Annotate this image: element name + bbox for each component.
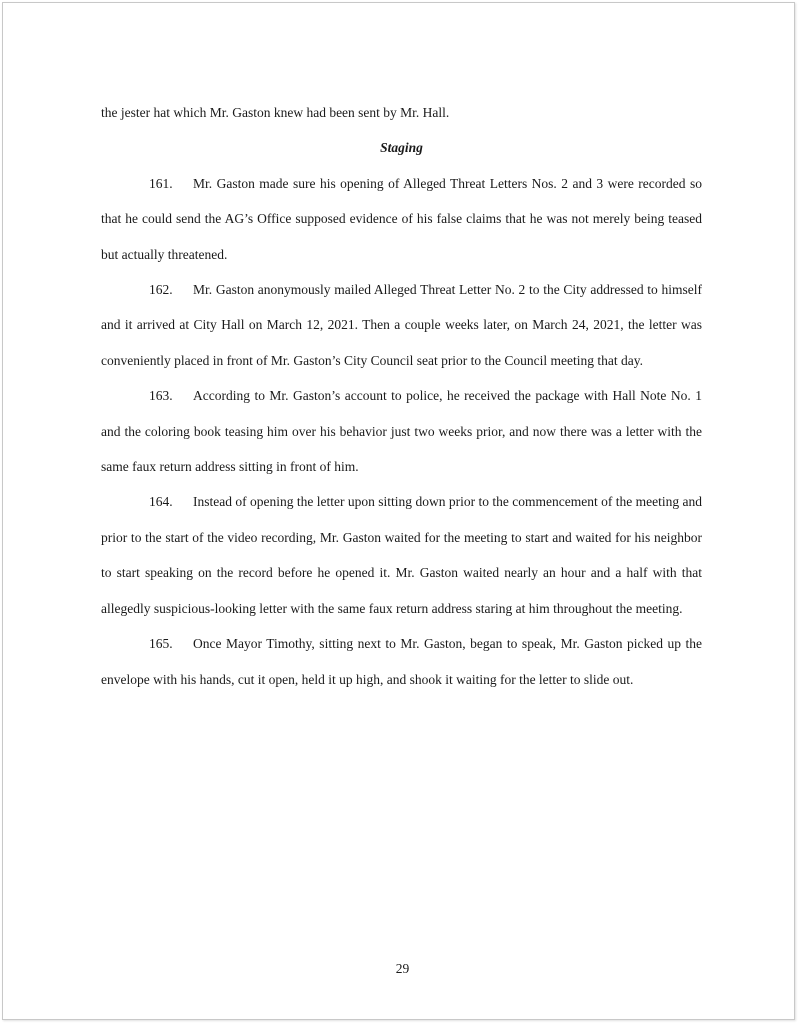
page-number: 29 xyxy=(395,961,410,976)
paragraph-text: Mr. Gaston made sure his opening of Alleged Threat Letters Nos. 2 and 3 were recorded so that he could send the AG’s Office supposed evidence of his false claims that he was not merely being teased but actually threatened. xyxy=(101,175,702,262)
section-heading: Staging xyxy=(380,140,423,156)
paragraph-163 xyxy=(101,378,702,484)
continuation-text: the jester hat which Mr. Gaston knew had been sent by Mr. Hall. xyxy=(101,105,450,120)
paragraph-number: 164. xyxy=(149,494,173,510)
paragraph-161 xyxy=(101,166,702,272)
paragraph-text: Instead of opening the letter upon sitting down prior to the commencement of the meeting and prior to the start of the video recording, Mr. Gaston waited for the meeting to start and waited for his neighbor to start speaking on the record before he opened it. Mr. Gaston waited nearly an hour and a half with that allegedly suspicious-looking letter with the same faux return address staring at him throughout the meeting. xyxy=(101,494,702,616)
document-page xyxy=(2,2,795,1020)
paragraph-164 xyxy=(101,484,702,626)
paragraph-165 xyxy=(101,626,702,697)
paragraph-162 xyxy=(101,272,702,378)
paragraph-text: According to Mr. Gaston’s account to police, he received the package with Hall Note No. 1 and the coloring book teasing him over his behavior just two weeks prior, and now there was a letter with the same faux return address sitting in front of him. xyxy=(101,388,702,475)
paragraph-text: Once Mayor Timothy, sitting next to Mr. Gaston, began to speak, Mr. Gaston picked up the envelope with his hands, cut it open, held it up high, and shook it waiting for the letter to slide out. xyxy=(101,636,702,687)
paragraph-number: 165. xyxy=(149,636,173,652)
document-body xyxy=(101,95,702,697)
paragraph-number: 163. xyxy=(149,388,173,404)
paragraph-number: 162. xyxy=(149,282,173,298)
paragraph-number: 161. xyxy=(149,175,173,191)
paragraph-text: Mr. Gaston anonymously mailed Alleged Threat Letter No. 2 to the City addressed to himself and it arrived at City Hall on March 12, 2021. Then a couple weeks later, on March 24, 2021, the letter was conveniently placed in front of Mr. Gaston’s City Council seat prior to the Council meeting that day. xyxy=(101,282,702,368)
